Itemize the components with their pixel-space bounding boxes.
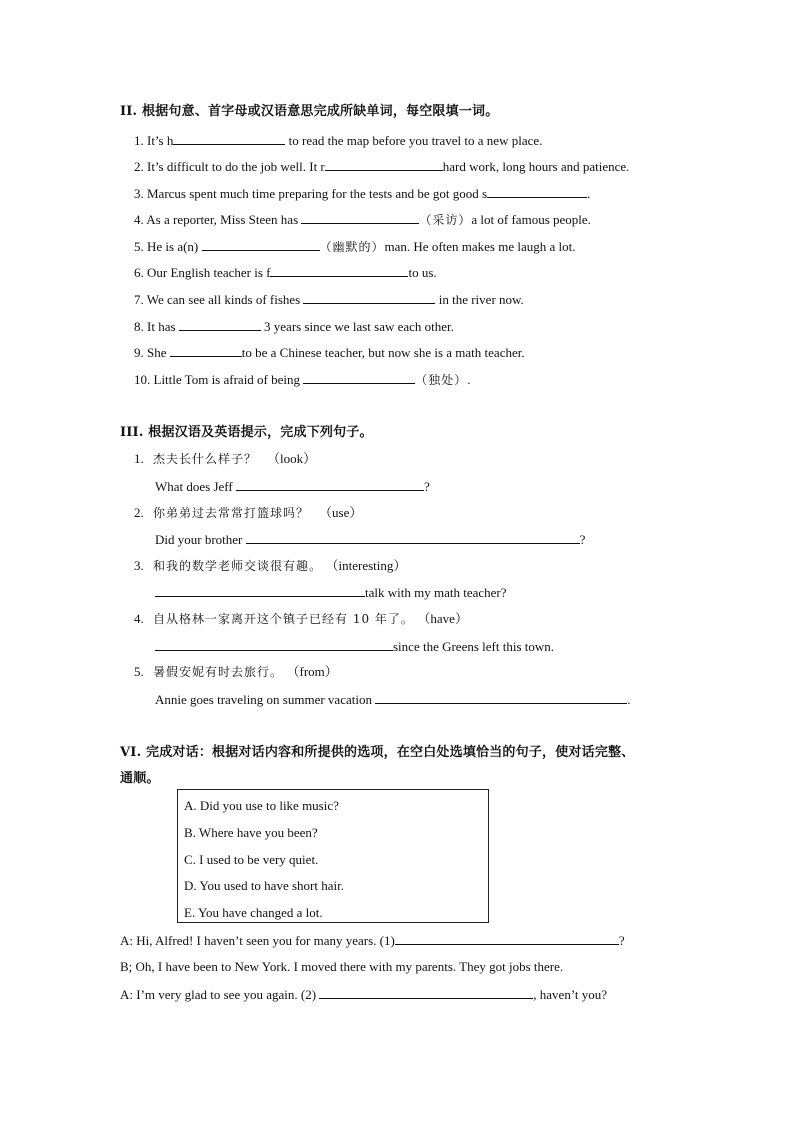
dialogue-text-after: ? [618, 933, 625, 948]
dialogue-text: B; Oh, I have been to New York. I moved there with my parents. They got jobs there. [120, 959, 564, 974]
dialogue-text: A: I’m very glad to see you again. (2) [120, 987, 317, 1002]
item-number: 3. [134, 558, 144, 573]
item-number: 1. [134, 451, 144, 466]
section-2-title: II. 根据句意、首字母或汉语意思完成所缺单词，每空限填一词。 [120, 104, 499, 119]
s3-item-3-answer [155, 584, 507, 601]
item-text-before: Marcus spent much time preparing for the tests and be got good s [147, 186, 488, 201]
item-text-before: It has [147, 319, 176, 334]
answer-blank[interactable] [155, 638, 393, 651]
item-text-after: . [587, 186, 591, 201]
answer-blank[interactable] [319, 986, 533, 999]
answer-blank[interactable] [246, 531, 580, 544]
item-text-after: to read the map before you travel to a new place. [288, 133, 543, 148]
item-number: 10. [134, 372, 151, 387]
chinese-sentence: 你弟弟过去常常打篮球吗？ [153, 506, 310, 520]
item-text-before: We can see all kinds of fishes [146, 292, 301, 307]
option-b: B. Where have you been? [184, 825, 318, 840]
s2-item-2 [134, 158, 629, 175]
item-number: 8. [134, 319, 144, 334]
item-number: 6. [134, 265, 144, 280]
answer-text-after: ? [423, 479, 430, 494]
s3-item-4-prompt [134, 611, 468, 627]
answer-blank[interactable] [487, 185, 587, 198]
item-text-before: He is a(n) [147, 239, 199, 254]
answer-blank[interactable] [202, 238, 320, 251]
s3-item-3-prompt [134, 558, 406, 574]
answer-text-after: ? [579, 532, 586, 547]
s3-item-5-answer [155, 691, 630, 708]
chinese-hint: （独处） [415, 373, 468, 387]
item-text-after: to be a Chinese teacher, but now she is a math teacher. [241, 345, 525, 360]
dialogue-line-3 [120, 986, 607, 1003]
answer-blank[interactable] [395, 932, 619, 945]
option-e: E. You have changed a lot. [184, 905, 323, 920]
chinese-sentence: 自从格林一家离开这个镇子已经有 10 年了。 [153, 612, 414, 626]
dialogue-text: A: Hi, Alfred! I haven’t seen you for many years. (1) [120, 933, 395, 948]
s2-item-3 [134, 185, 590, 202]
answer-blank[interactable] [179, 318, 261, 331]
answer-text-before: Annie goes traveling on summer vacation [155, 692, 372, 707]
english-hint: （look） [267, 451, 317, 466]
dialogue-text-after: , haven’t you? [533, 987, 608, 1002]
item-text-after: 3 years since we last saw each other. [264, 319, 454, 334]
item-text-before: As a reporter, Miss Steen has [146, 212, 299, 227]
english-hint: （have） [423, 611, 468, 626]
answer-blank[interactable] [270, 264, 408, 277]
answer-blank[interactable] [173, 132, 285, 145]
s2-item-6 [134, 264, 437, 281]
item-text-after: to us. [408, 265, 437, 280]
item-number: 2. [134, 159, 144, 174]
item-text-before: It’s h [147, 133, 174, 148]
dialogue-line-1 [120, 932, 625, 949]
s3-item-2-prompt [134, 505, 362, 521]
s3-item-1-prompt [134, 451, 316, 467]
item-text-before: It’s difficult to do the job well. It r [147, 159, 325, 174]
answer-blank[interactable] [301, 211, 419, 224]
answer-blank[interactable] [155, 584, 365, 597]
s2-item-10 [134, 371, 471, 388]
item-text-before: Little Tom is afraid of being [153, 372, 301, 387]
s3-item-2-answer [155, 531, 585, 548]
answer-blank[interactable] [303, 371, 415, 384]
s2-item-8 [134, 318, 454, 335]
answer-text-before: What does Jeff [155, 479, 233, 494]
item-number: 3. [134, 186, 144, 201]
item-text-before: Our English teacher is f [147, 265, 271, 280]
s3-item-4-answer [155, 638, 554, 655]
item-number: 5. [134, 664, 144, 679]
item-number: 1. [134, 133, 144, 148]
english-hint: （interesting） [332, 558, 407, 573]
item-number: 2. [134, 505, 144, 520]
answer-blank[interactable] [170, 344, 242, 357]
answer-blank[interactable] [236, 478, 424, 491]
chinese-hint: （幽默的） [319, 240, 385, 254]
s2-item-9 [134, 344, 525, 361]
item-number: 7. [134, 292, 144, 307]
answer-blank[interactable] [375, 691, 627, 704]
answer-blank[interactable] [303, 291, 435, 304]
item-number: 5. [134, 239, 144, 254]
dialogue-line-2 [120, 959, 563, 975]
section-6-title-cont: 通顺。 [120, 771, 160, 786]
answer-text-after: . [627, 692, 631, 707]
answer-text-after: talk with my math teacher? [365, 585, 507, 600]
option-a: A. Did you use to like music? [184, 798, 339, 813]
item-text-after: in the river now. [438, 292, 524, 307]
s2-item-1 [134, 132, 542, 149]
option-c: C. I used to be very quiet. [184, 852, 319, 867]
s3-item-5-prompt [134, 664, 338, 680]
s2-item-5 [134, 238, 576, 255]
section-3-title: III. 根据汉语及英语提示，完成下列句子。 [120, 425, 373, 440]
answer-text-after: since the Greens left this town. [393, 639, 555, 654]
english-hint: （from） [293, 664, 338, 679]
item-text-after: man. He often makes me laugh a lot. [384, 239, 576, 254]
option-d: D. You used to have short hair. [184, 878, 344, 893]
s3-item-1-answer [155, 478, 430, 495]
item-text-after: . [467, 372, 471, 387]
item-number: 4. [134, 212, 144, 227]
item-text-after: a lot of famous people. [471, 212, 591, 227]
s2-item-4 [134, 211, 591, 228]
item-number: 4. [134, 611, 144, 626]
chinese-sentence: 暑假安妮有时去旅行。 [153, 665, 284, 679]
answer-text-before: Did your brother [155, 532, 243, 547]
item-text-after: hard work, long hours and patience. [442, 159, 630, 174]
s2-item-7 [134, 291, 524, 308]
item-number: 9. [134, 345, 144, 360]
chinese-hint: （采访） [419, 213, 472, 227]
item-text-before: She [147, 345, 167, 360]
answer-blank[interactable] [325, 158, 443, 171]
chinese-sentence: 和我的数学老师交谈很有趣。 [153, 559, 323, 573]
english-hint: （use） [319, 505, 363, 520]
chinese-sentence: 杰夫长什么样子？ [153, 452, 258, 466]
section-6-title: VI. 完成对话：根据对话内容和所提供的选项，在空白处选填恰当的句子，使对话完整、 [120, 745, 635, 760]
